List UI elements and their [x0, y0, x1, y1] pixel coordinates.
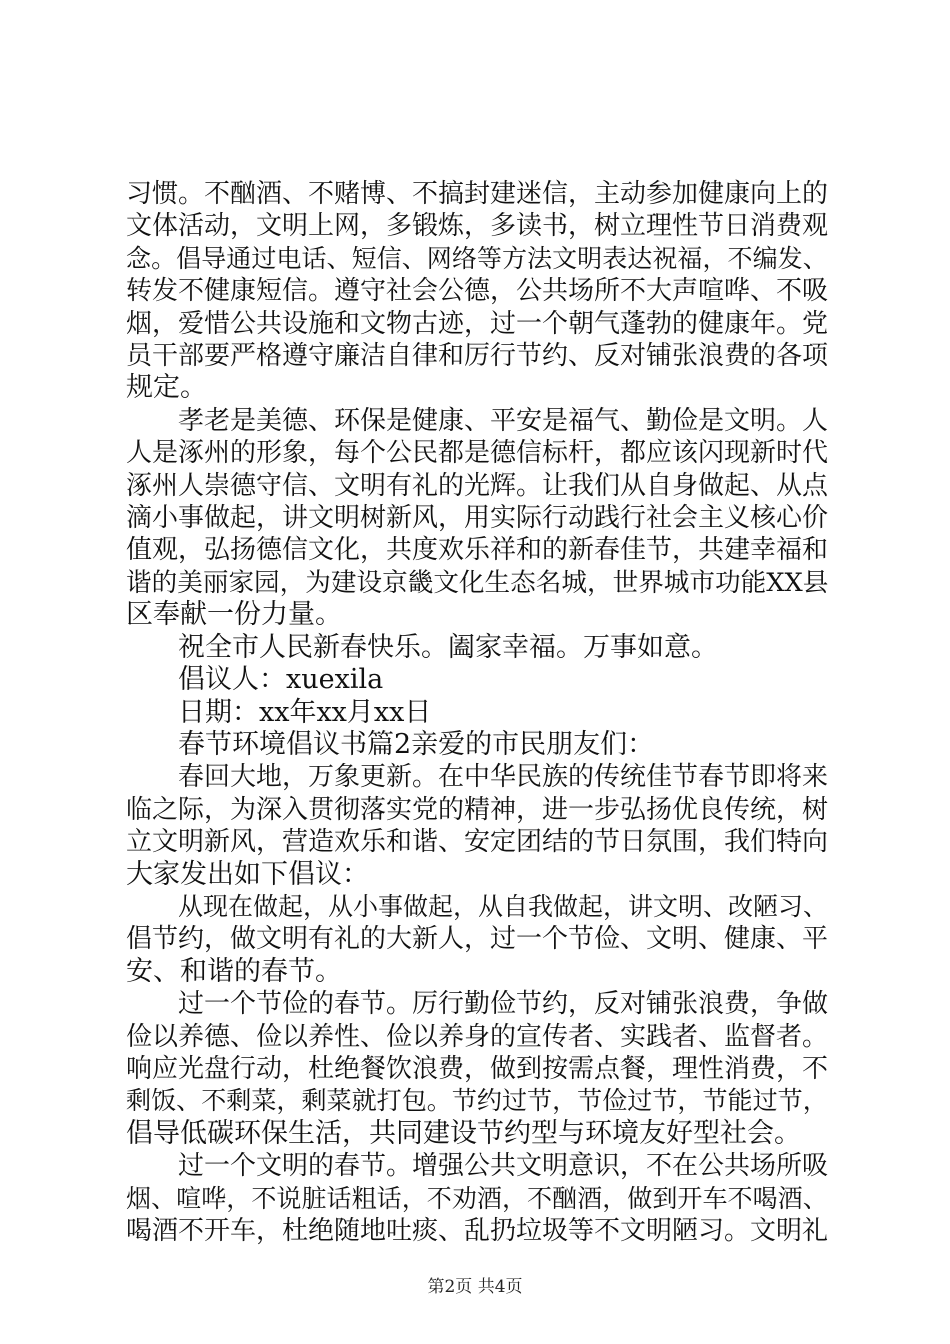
text-line: 过一个节俭的春节。厉行勤俭节约，反对铺张浪费，争做 [178, 989, 829, 1020]
text-line: 响应光盘行动，杜绝餐饮浪费，做到按需点餐，理性消费，不 [126, 1053, 829, 1084]
text-line: 滴小事做起，讲文明树新风，用实际行动践行社会主义核心价 [126, 503, 829, 534]
text-line: 过一个文明的春节。增强公共文明意识，不在公共场所吸 [178, 1151, 829, 1182]
text-line: 日期：xx年xx月xx日 [178, 696, 432, 728]
text-line: 烟、喧哗，不说脏话粗话，不劝酒，不酗酒，做到开车不喝酒、 [126, 1183, 828, 1213]
text-line: 倡导低碳环保生活，共同建设节约型与环境友好型社会。 [126, 1117, 801, 1149]
text-line: 文体活动，文明上网，多锻炼，多读书，树立理性节日消费观 [126, 211, 829, 242]
document-body [126, 178, 828, 1247]
text-line: 烟，爱惜公共设施和文物古迹，过一个朝气蓬勃的健康年。党 [126, 308, 829, 339]
text-line: 转发不健康短信。遵守社会公德，公共场所不大声喧哗、不吸 [126, 276, 829, 307]
text-line: 区奉献一份力量。 [126, 599, 342, 631]
text-line: 春回大地，万象更新。在中华民族的传统佳节春节即将来 [178, 762, 829, 793]
text-line: 倡议人：xuexila [178, 664, 384, 696]
text-line: 喝酒不开车，杜绝随地吐痰、乱扔垃圾等不文明陋习。文明礼 [126, 1216, 829, 1246]
text-line: 孝老是美德、环保是健康、平安是福气、勤俭是文明。人 [178, 405, 829, 436]
text-line: 祝全市人民新春快乐。阖家幸福。万事如意。 [178, 631, 718, 663]
paragraph [126, 729, 828, 761]
text-line: 习惯。不酗酒、不赌博、不搞封建迷信，主动参加健康向上的 [126, 179, 829, 209]
text-line: 俭以养德、俭以养性、俭以养身的宣传者、实践者、监督者。 [126, 1021, 829, 1052]
text-line: 谐的美丽家园，为建设京畿文化生态名城，世界城市功能XX县 [126, 567, 829, 598]
text-line: 大家发出如下倡议： [126, 858, 369, 890]
page-footer: 第2页 共4页 [427, 1277, 523, 1297]
paragraph [126, 405, 828, 632]
paragraph [126, 664, 828, 696]
text-line: 念。倡导通过电话、短信、网络等方法文明表达祝福，不编发、 [126, 243, 828, 273]
text-line: 值观，弘扬德信文化，共度欢乐祥和的新春佳节，共建幸福和 [126, 535, 829, 566]
text-line: 人是涿州的形象，每个公民都是德信标杆，都应该闪现新时代 [126, 438, 829, 469]
paragraph [126, 988, 828, 1150]
text-line: 员干部要严格遵守廉洁自律和厉行节约、反对铺张浪费的各项 [126, 341, 829, 372]
paragraph [126, 632, 828, 664]
paragraph [126, 761, 828, 891]
paragraph [126, 178, 828, 405]
text-line: 临之际，为深入贯彻落实党的精神，进一步弘扬优良传统，树 [126, 794, 829, 825]
paragraph [126, 697, 828, 729]
text-line: 规定。 [126, 372, 207, 404]
text-line: 立文明新风，营造欢乐和谐、安定团结的节日氛围，我们特向 [126, 827, 829, 858]
text-line: 涿州人崇德守信、文明有礼的光辉。让我们从自身做起、从点 [126, 470, 829, 501]
text-line: 剩饭、不剩菜，剩菜就打包。节约过节，节俭过节，节能过节， [126, 1086, 828, 1116]
text-line: 从现在做起，从小事做起，从自我做起，讲文明、改陋习、 [178, 891, 829, 921]
text-line: 倡节约，做文明有礼的大新人，过一个节俭、文明、健康、平 [126, 924, 829, 955]
paragraph [126, 1150, 828, 1247]
paragraph [126, 891, 828, 988]
text-line: 安、和谐的春节。 [126, 955, 342, 987]
text-line: 春节环境倡议书篇2亲爱的市民朋友们： [178, 728, 655, 760]
